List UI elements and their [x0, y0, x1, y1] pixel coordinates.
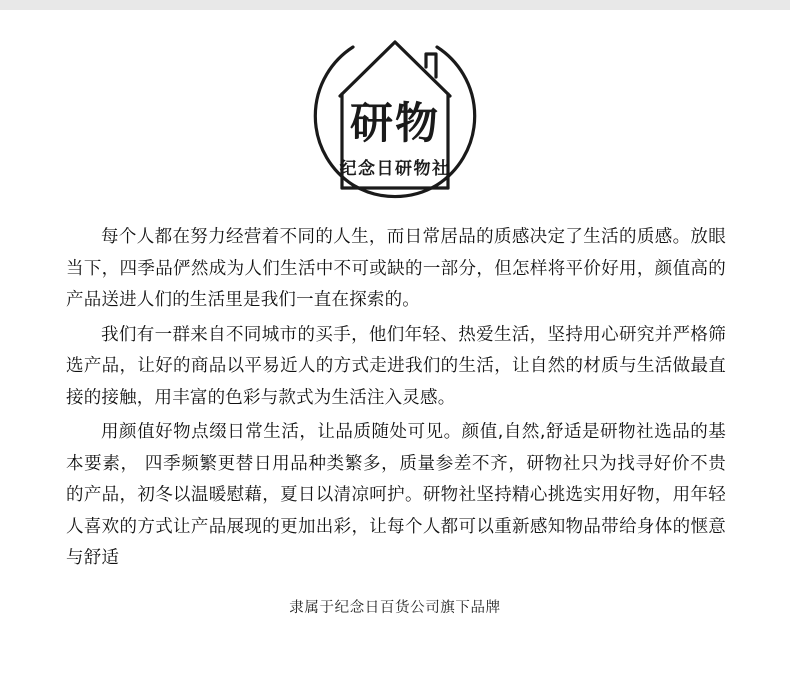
- footer-note: 隶属于纪念日百货公司旗下品牌: [289, 600, 501, 616]
- top-band: [0, 0, 790, 10]
- paragraph: 每个人都在努力经营着不同的人生，而日常居品的质感决定了生活的质感。放眼当下，四季品俨然成为人们生活中不可或缺的一部分，但怎样将平价好用，颜值高的产品送进人们的生活里是我们一直在探索的。: [66, 227, 726, 310]
- logo-subtitle-text: 纪念日研物社: [339, 159, 451, 179]
- brand-logo: [0, 26, 790, 206]
- house-outline-icon: [280, 28, 510, 204]
- paragraph: 用颜值好物点缀日常生活，让品质随处可见。颜值,自然,舒适是研物社选品的基本要素， 四季频繁更替日用品种类繁多，质量参差不齐，研物社只为找寻好价不贵的产品，初冬以温暖慰藉，夏日以清凉呵护。研物社坚持精心挑选实用好物，用年轻人喜欢的方式让产品展现的更加出彩，让每个人都可以重新感知物品带给身体的惬意与舒适: [66, 422, 726, 568]
- logo-mark-text: 研物: [350, 99, 440, 149]
- paragraph: 我们有一群来自不同城市的买手，他们年轻、热爱生活，坚持用心研究并严格筛选产品，让好的商品以平易近人的方式走进我们的生活，让自然的材质与生活做最直接的接触，用丰富的色彩与款式为生活注入灵感。: [66, 324, 726, 408]
- body-copy: [66, 222, 726, 578]
